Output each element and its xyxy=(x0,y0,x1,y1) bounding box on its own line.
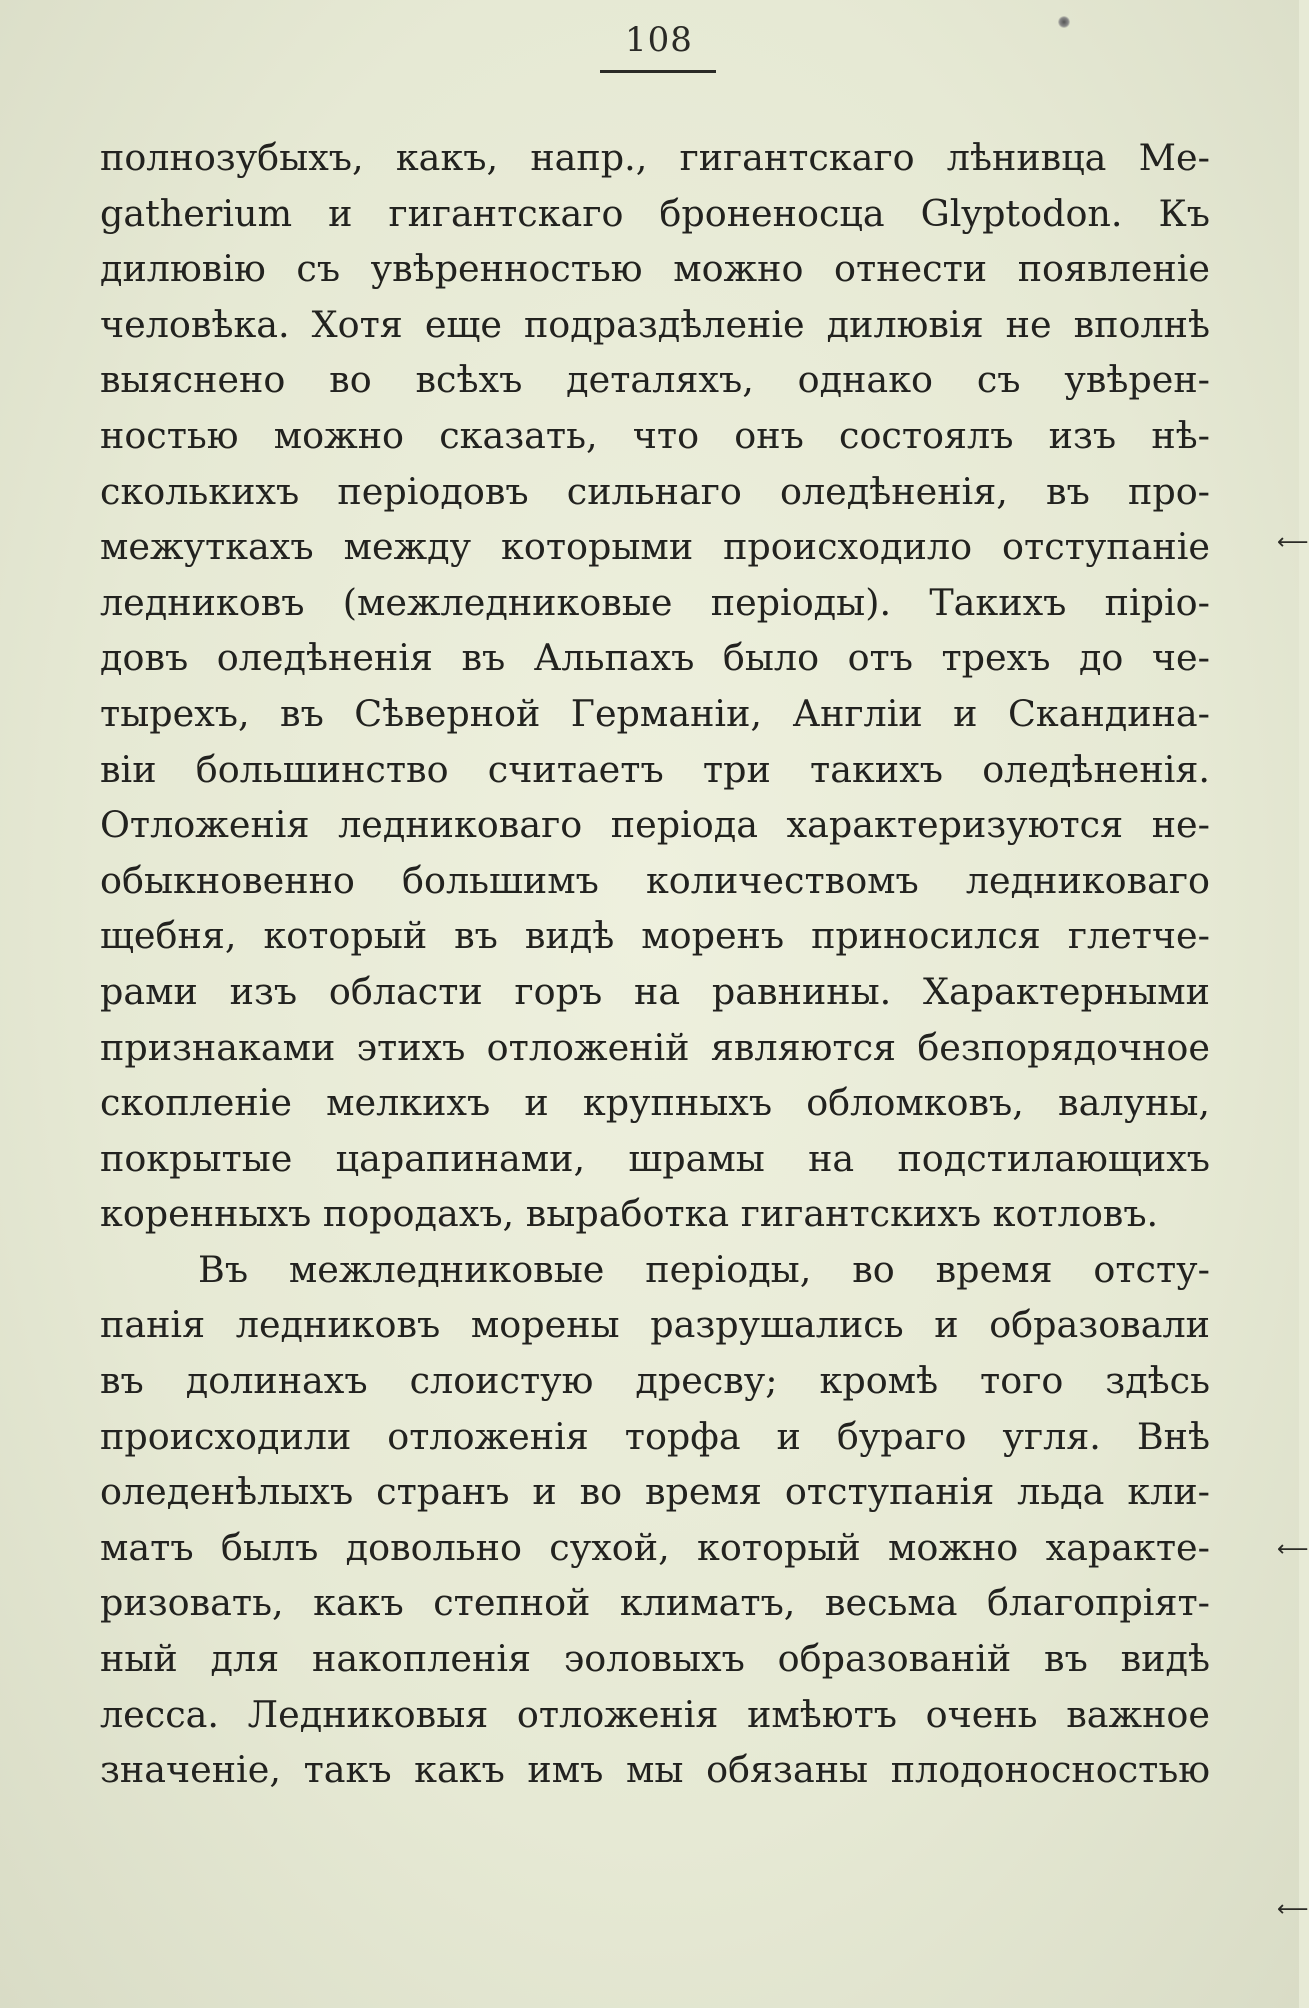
text-line: щебня, который въ видѣ моренъ приносился глетче- xyxy=(100,914,1210,958)
text-line: оледенѣлыхъ странъ и во время отступанія льда кли- xyxy=(100,1470,1210,1514)
text-line: скопленіе мелкихъ и крупныхъ обломковъ, валуны, xyxy=(100,1081,1210,1125)
page-number: 108 xyxy=(625,20,693,60)
text-line: межуткахъ между которыми происходило отступаніе xyxy=(100,525,1210,569)
text-line: происходили отложенія торфа и бураго угля. Внѣ xyxy=(100,1414,1210,1458)
text-line: дилювію съ увѣренностью можно отнести появленіе xyxy=(100,247,1210,291)
text-line: выяснено во всѣхъ деталяхъ, однако съ увѣрен- xyxy=(100,358,1210,402)
text-line: въ долинахъ слоистую дресву; кромѣ того здѣсь xyxy=(100,1359,1210,1403)
body-text xyxy=(100,130,1210,1798)
text-line: ризовать, какъ степной климатъ, весьма благопріят- xyxy=(100,1581,1210,1625)
page-edge-mark: ⟵ xyxy=(1277,530,1309,555)
text-line: полнозубыхъ, какъ, напр., гигантскаго лѣнивца Ме- xyxy=(100,136,1210,179)
text-line: признаками этихъ отложеній являются безпорядочное xyxy=(100,1025,1210,1069)
text-line: віи большинство считаетъ три такихъ оледѣненія. xyxy=(100,747,1210,791)
text-line: тырехъ, въ Сѣверной Германіи, Англіи и Скандина- xyxy=(100,691,1210,735)
text-line: сколькихъ періодовъ сильнаго оледѣненія, въ про- xyxy=(100,469,1210,513)
text-line: Отложенія ледниковаго періода характеризуются не- xyxy=(100,803,1210,847)
text-line: ледниковъ (межледниковые періоды). Такихъ піріо- xyxy=(100,580,1210,624)
text-line: покрытые царапинами, шрамы на подстилающихъ xyxy=(100,1136,1210,1180)
paragraph-first-line: Въ межледниковые періоды, во время отсту- xyxy=(198,1247,1210,1291)
text-line: ностью можно сказать, что онъ состоялъ изъ нѣ- xyxy=(100,413,1210,457)
text-line: матъ былъ довольно сухой, который можно характе- xyxy=(100,1525,1210,1569)
text-line: человѣка. Хотя еще подраздѣленіе дилювія не вполнѣ xyxy=(100,302,1210,346)
text-line: лесса. Ледниковыя отложенія имѣютъ очень важное xyxy=(100,1692,1210,1736)
page-edge-mark: ⟵ xyxy=(1277,1537,1309,1562)
text-line: панія ледниковъ морены разрушались и образовали xyxy=(100,1303,1210,1347)
text-line: значеніе, такъ какъ имъ мы обязаны плодоносностью xyxy=(100,1748,1210,1792)
text-line: коренныхъ породахъ, выработка гигантскихъ котловъ. xyxy=(100,1192,1159,1236)
page-number-underline xyxy=(600,70,716,73)
text-line: рами изъ области горъ на равнины. Характерными xyxy=(100,969,1210,1013)
text-line: ный для накопленія эоловыхъ образованій въ видѣ xyxy=(100,1637,1210,1681)
text-line: довъ оледѣненія въ Альпахъ было отъ трехъ до че- xyxy=(100,636,1210,680)
text-line: gatherium и гигантскаго броненосца Glyptodon. Къ xyxy=(100,191,1210,235)
text-line: обыкновенно большимъ количествомъ ледниковаго xyxy=(100,858,1210,902)
ink-speck xyxy=(1058,16,1070,28)
page-edge-mark: ⟵ xyxy=(1277,1897,1309,1922)
